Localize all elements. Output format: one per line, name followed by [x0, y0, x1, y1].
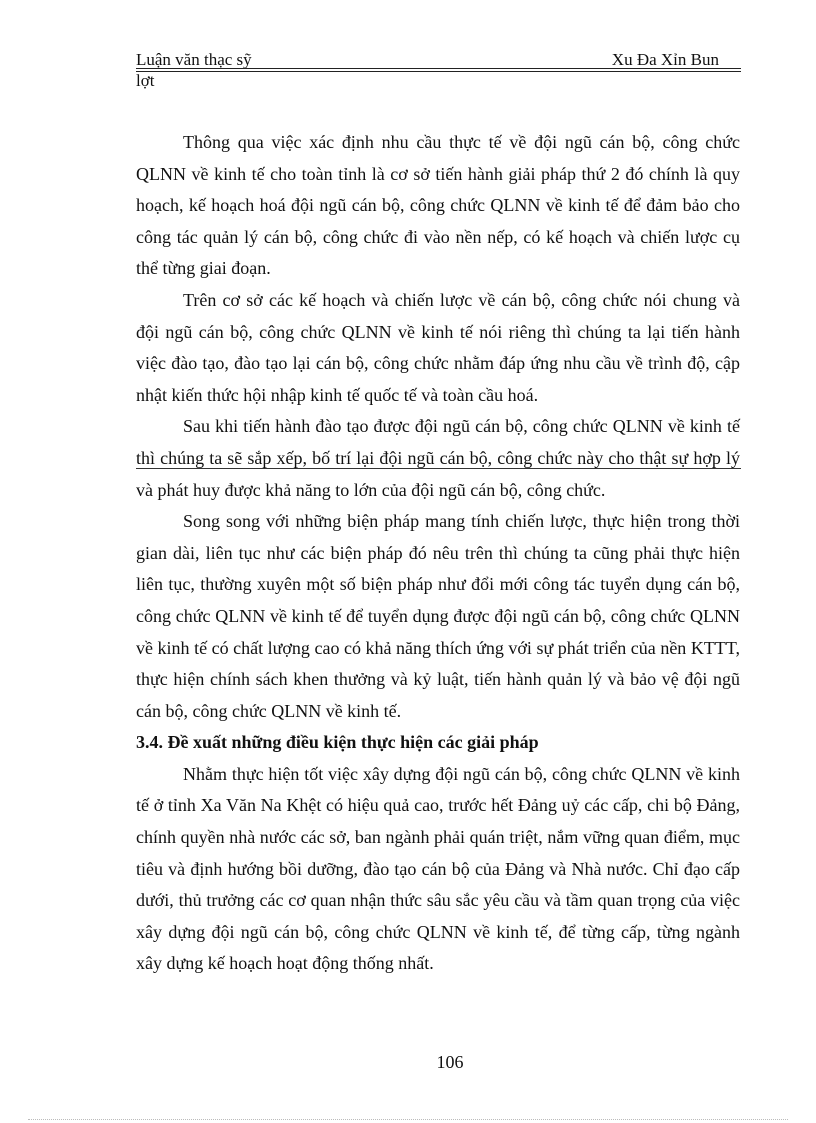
header-left: Luận văn thạc sỹ: [136, 50, 252, 69]
document-body: [136, 127, 740, 980]
header-rule: [136, 68, 741, 69]
paragraph-3: Sau khi tiến hành đào tạo được đội ngũ cán bộ, công chức QLNN về kinh tế thì chúng ta sẽ sắp xếp, bố trí lại đội ngũ cán bộ, công chức này cho thật sự hợp lý và phát huy được khả năng to lớn của đội ngũ cán bộ, công chức.: [136, 416, 740, 500]
paragraph-4: Song song với những biện pháp mang tính chiến lược, thực hiện trong thời gian dài, liên tục như các biện pháp đó nêu trên thì chúng ta cũng phải thực hiện liên tục, thường xuyên một số biện pháp như đổi mới công tác tuyển dụng cán bộ, công chức QLNN về kinh tế để tuyển dụng được đội ngũ cán bộ, công chức QLNN về kinh tế có chất lượng cao có khả năng thích ứng với sự phát triển của nền KTTT, thực hiện chính sách khen thưởng và kỷ luật, tiến hành quản lý và bảo vệ đội ngũ cán bộ, công chức QLNN về kinh tế.: [136, 511, 740, 721]
page-header: [136, 50, 741, 70]
page-bottom-border: [28, 1119, 788, 1120]
paragraph-2: Trên cơ sở các kế hoạch và chiến lược về cán bộ, công chức nói chung và đội ngũ cán bộ, công chức QLNN về kinh tế nói riêng thì chúng ta lại tiến hành việc đào tạo, đào tạo lại cán bộ, công chức nhằm đáp ứng nhu cầu về trình độ, cập nhật kiến thức hội nhập kinh tế quốc tế và toàn cầu hoá.: [136, 289, 740, 405]
header-rule-double: [136, 71, 741, 72]
text-underline-rule: [136, 468, 741, 469]
page-number: 106: [436, 1052, 464, 1072]
section-heading: 3.4. Đề xuất những điều kiện thực hiện các giải pháp: [136, 732, 539, 753]
section-paragraph: Nhằm thực hiện tốt việc xây dựng đội ngũ cán bộ, công chức QLNN về kinh tế ở tỉnh Xa Văn Na Khệt có hiệu quả cao, trước hết Đảng uỷ các cấp, chi bộ Đảng, chính quyền nhà nước các sở, ban ngành phải quán triệt, nắm vững quan điểm, mục tiêu và định hướng bồi dưỡng, đào tạo cán bộ của Đảng và Nhà nước. Chỉ đạo cấp dưới, thủ trưởng các cơ quan nhận thức sâu sắc yêu cầu và tầm quan trọng của việc xây dựng đội ngũ cán bộ, công chức QLNN về kinh tế, để từng cấp, từng ngành xây dựng kế hoạch hoạt động thống nhất.: [136, 763, 740, 974]
header-right: Xu Đa Xỉn Bun: [611, 50, 719, 69]
header-continuation: lợt: [136, 71, 155, 90]
paragraph-1: Thông qua việc xác định nhu cầu thực tế về đội ngũ cán bộ, công chức QLNN về kinh tế cho toàn tỉnh là cơ sở tiến hành giải pháp thứ 2 đó chính là quy hoạch, kế hoạch hoá đội ngũ cán bộ, công chức QLNN về kinh tế để đảm bảo cho công tác quản lý cán bộ, công chức đi vào nền nếp, có kế hoạch và chiến lược cụ thể từng giai đoạn.: [136, 132, 740, 279]
